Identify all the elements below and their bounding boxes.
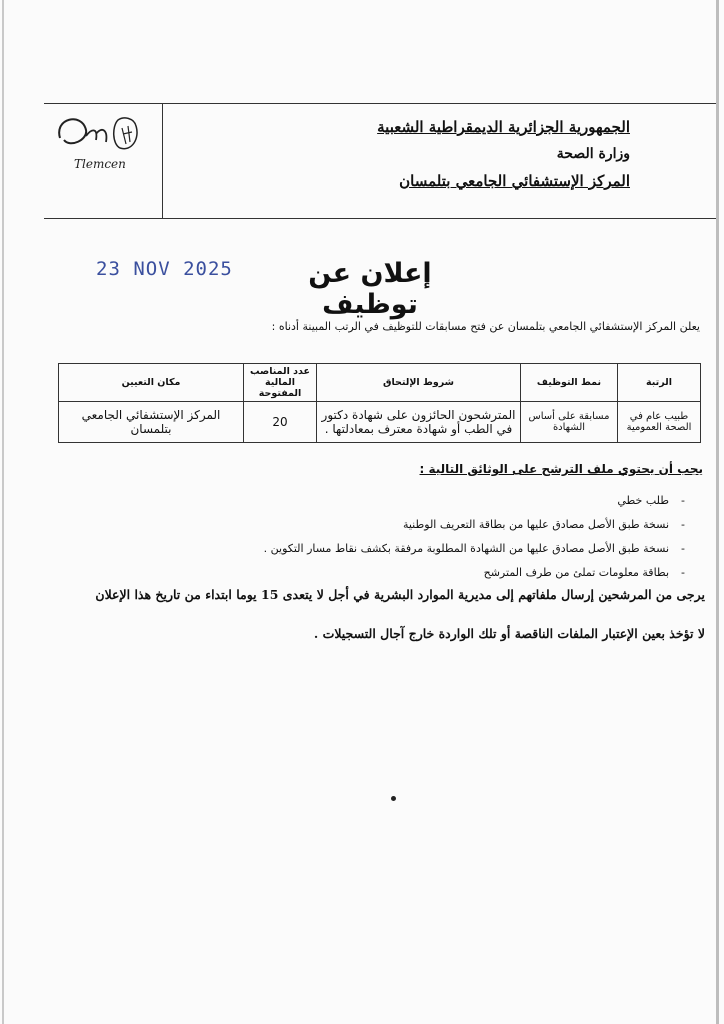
cell-grade: طبيب عام في الصحة العمومية [618,402,701,443]
header-divider [162,103,163,219]
list-item: -بطاقة معلومات تملئ من طرف المترشح [483,566,685,579]
col-conditions: شروط الإلتحاق [317,364,521,402]
svg-text:Tlemcen: Tlemcen [74,157,126,171]
col-grade: الرتبة [618,364,701,402]
recruitment-table [58,363,701,443]
list-item-text: نسخة طبق الأصل مصادق عليها من بطاقة التعريف الوطنية [402,518,670,531]
table-header-row [59,364,701,402]
header-bottom-rule [44,218,716,219]
cell-mode: مسابقة على أساس الشهادة [521,402,618,443]
list-item-text: بطاقة معلومات تملئ من طرف المترشح [483,566,670,579]
scan-speck [391,796,396,801]
header-top-rule [44,103,716,104]
cell-place: المركز الإستشفائي الجامعي بتلمسان [59,402,244,443]
chu-tlemcen-logo [52,108,152,180]
page-edge-right [716,0,719,1024]
col-mode: نمط التوظيف [521,364,618,402]
list-item: -نسخة طبق الأصل مصادق عليها من الشهادة المطلوبة مرفقة بكشف نقاط مسار التكوين . [263,542,685,555]
cell-positions: 20 [244,402,317,443]
table-row [59,402,701,443]
list-item: -نسخة طبق الأصل مصادق عليها من بطاقة التعريف الوطنية [402,518,685,531]
header-republic: الجمهورية الجزائرية الديمقراطية الشعبية [377,118,630,136]
intro-text: يعلن المركز الإستشفائي الجامعي بتلمسان عن فتح مسابقات للتوظيف في الرتب المبينة أدناه : [271,320,700,333]
page-edge-left [2,0,4,1024]
col-place: مكان التعيين [59,364,244,402]
page-title: إعلان عن توظيف [308,258,432,320]
col-positions: عدد المناصب المالية المفتوحة [244,364,317,402]
header-hospital: المركز الإستشفائي الجامعي بتلمسان [399,172,630,190]
notice-deadline: يرجى من المرشحين إرسال ملفاتهم إلى مديرية الموارد البشرية في أجل لا يتعدى 15 يوما ابتداء من تاريخ هذا الإعلان [95,587,705,602]
notice-incomplete-files: لا تؤخذ بعين الإعتبار الملفات الناقصة أو تلك الواردة خارج آجال التسجيلات . [313,626,705,641]
cell-conditions: المترشحون الحائزون على شهادة دكتور في الطب أو شهادة معترف بمعادلتها . [317,402,521,443]
requirements-heading: يجب أن يحتوي ملف الترشح على الوثائق التالية : [419,462,703,476]
list-item-text: طلب خطي [617,494,670,507]
list-item-text: نسخة طبق الأصل مصادق عليها من الشهادة المطلوبة مرفقة بكشف نقاط مسار التكوين . [263,542,670,555]
header-ministry: وزارة الصحة [556,146,630,162]
date-stamp: 23 NOV 2025 [96,258,233,280]
list-item: -طلب خطي [617,494,685,507]
